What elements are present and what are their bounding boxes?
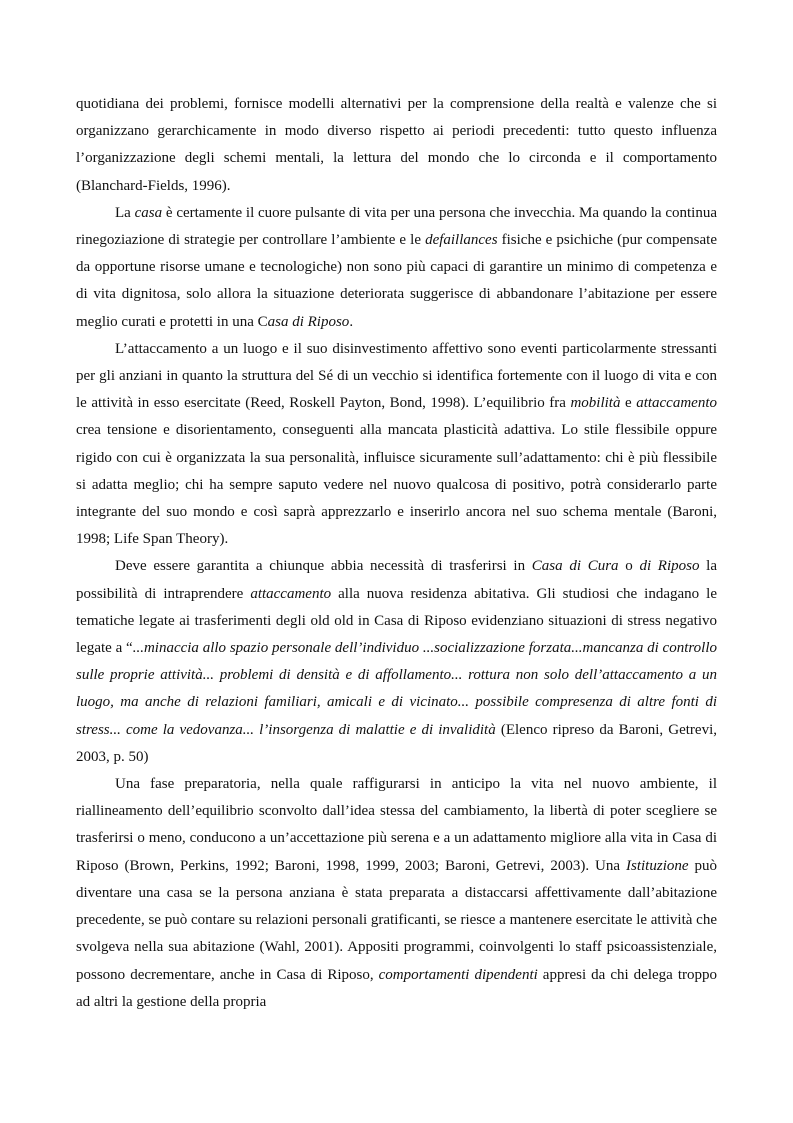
body-text [76,91,717,1016]
italic-text: mobilità [570,395,621,412]
italic-text: Casa di Cura [531,558,619,575]
text-run: alla nuova residenza abitativa. Gli studiosi che indagano le tematiche legate ai trasferimenti degli old old in Casa di Riposo evidenziano situazioni di stress negativo legate a “ [76,585,717,657]
italic-text: comportamenti dipendenti [378,966,538,983]
text-run: quotidiana dei problemi, fornisce modelli alternativi per la comprensione della realtà e valenze che si organizzano gerarchicamente in modo diverso rispetto ai periodi precedenti: tutto questo influenza l’organizzazione degli schemi mentali, la lettura del mondo che lo circonda e il comportamento (Blanchard-Fields, 1996). [76,96,717,194]
text-run: e [620,395,637,412]
italic-text: asa di Riposo [267,313,350,330]
italic-text: attaccamento [250,585,332,602]
text-run: L’attaccamento a un luogo e il suo disinvestimento affettivo sono eventi particolarmente stressanti per gli anziani in quanto la struttura del Sé di un vecchio si identifica fortemente con il luogo di vita e con le attività in esso esercitate (Reed, Roskell Payton, Bond, 1998). L’equilibrio fra [76,340,717,412]
text-run: La [115,204,135,221]
text-run: fisiche e psichiche (pur compensate da opportune risorse umane e tecnologiche) non sono più capaci di garantire un minimo di competenza e di vita dignitosa, solo allora la situazione deteriorata suggerisce di abbandonare l’abitazione per essere meglio curati e protetti in una C [76,232,717,330]
paragraph [76,91,717,200]
italic-text: defaillances [425,232,498,249]
text-run: Deve essere garantita a chiunque abbia necessità di trasferirsi in [115,558,532,575]
paragraph [76,553,717,771]
paragraph [76,336,717,554]
text-run: è certamente il cuore pulsante di vita per una persona che invecchia. Ma quando la continua rinegoziazione di strategie per controllare l’ambiente e le [76,204,717,249]
italic-text: ...minaccia allo spazio personale dell’individuo ...socializzazione forzata...mancanza di controllo sulle proprie attività... problemi di densità e di affollamento... rottura non solo dell’attaccamento a un luogo, ma anche di relazioni familiari, amicali e di vicinato... possibile compresenza di altre fonti di stress... come la vedovanza... l’insorgenza di malattie e di invalidità [76,640,717,738]
italic-text: attaccamento [636,395,717,412]
paragraph [76,771,717,1016]
text-run: crea tensione e disorientamento, conseguenti alla mancata plasticità adattiva. Lo stile flessibile oppure rigido con cui è organizzata la sua personalità, influisce sicuramente sull’adattamento: chi è più flessibile si adatta meglio; chi ha sempre saputo vedere nel nuovo qualcosa di positivo, potrà considerarlo parte integrante del suo mondo e così saprà apprezzarlo e inserirlo ancora nel suo schema mentale (Baroni, 1998; Life Span Theory). [76,422,717,548]
italic-text: Istituzione [626,857,689,874]
text-run: . [349,313,354,330]
text-run: Una fase preparatoria, nella quale raffigurarsi in anticipo la vita nel nuovo ambiente, il riallineamento dell’equilibrio sconvolto dall’idea stessa del cambiamento, la libertà di poter scegliere se trasferirsi o meno, conducono a un’accettazione più serena e a un adattamento migliore alla vita in Casa di Riposo (Brown, Perkins, 1992; Baroni, 1998, 1999, 2003; Baroni, Getrevi, 2003). Una [76,776,717,874]
text-run: può diventare una casa se la persona anziana è stata preparata a distaccarsi affettivamente dall’abitazione precedente, se può contare su relazioni personali gratificanti, se riesce a mantenere esercitate le attività che svolgeva nella sua abitazione (Wahl, 2001). Appositi programmi, coinvolgenti lo staff psicoassistenziale, possono decrementare, anche in Casa di Riposo, [76,857,717,983]
text-run: la possibilità di intraprendere [76,558,717,602]
text-run: (Elenco ripreso da Baroni, Getrevi, 2003, p. 50) [76,721,717,765]
italic-text: di Riposo [639,558,700,575]
paragraph [76,200,717,336]
text-run: appresi da chi delega troppo ad altri la gestione della propria [76,966,718,1010]
text-run: o [618,558,640,575]
italic-text: casa [134,204,163,221]
